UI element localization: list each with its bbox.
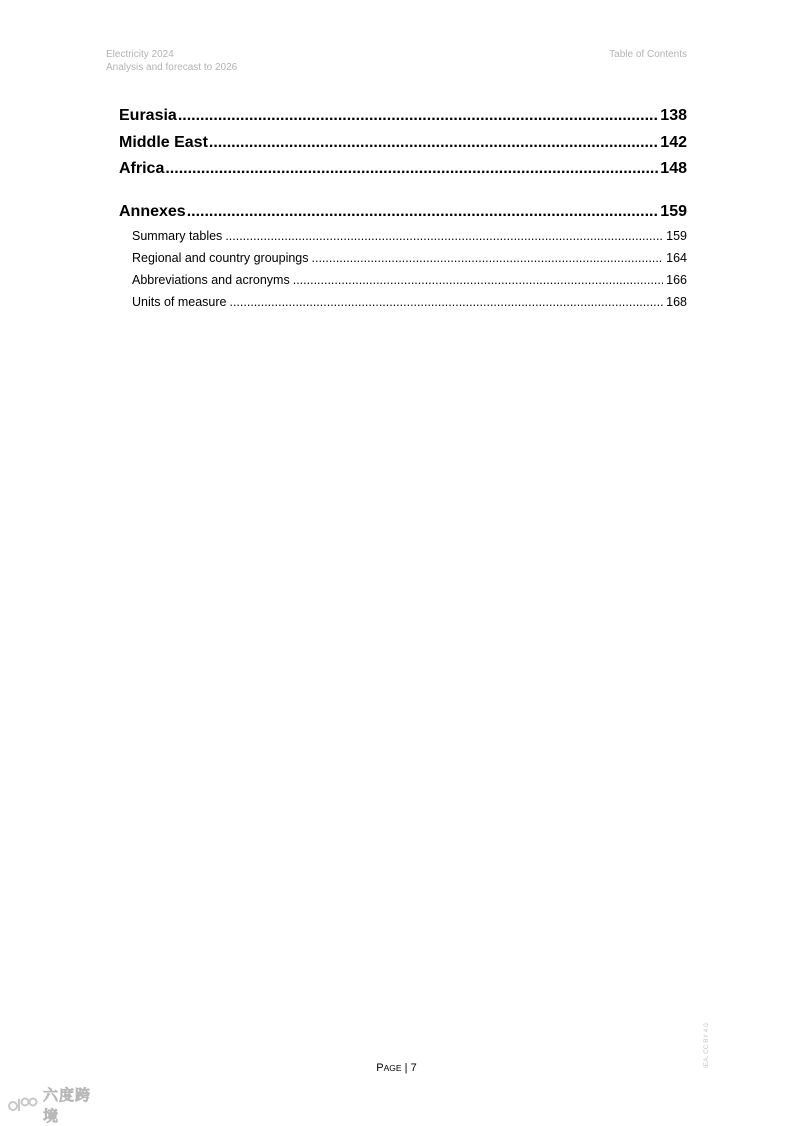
toc-subentry-title: Units of measure	[132, 295, 227, 309]
dot-leader	[312, 249, 664, 267]
toc-subentry-units-of-measure[interactable]	[132, 293, 687, 315]
toc-subentry-summary-tables[interactable]	[132, 227, 687, 249]
dot-leader	[178, 105, 659, 127]
toc-entry-page: 142	[660, 133, 687, 151]
report-title: Electricity 2024	[106, 49, 174, 60]
table-of-contents	[119, 105, 687, 315]
toc-subentry-regional-groupings[interactable]	[132, 249, 687, 271]
toc-entry-annexes[interactable]	[119, 201, 687, 228]
page-footer	[0, 1061, 793, 1075]
page-number: 7	[410, 1062, 417, 1074]
toc-entry-title: Africa	[119, 160, 165, 177]
toc-subentry-page: 166	[666, 273, 687, 287]
page-label-rest: AGE	[383, 1063, 402, 1073]
dot-leader	[293, 271, 663, 289]
toc-subentry-page: 159	[666, 229, 687, 243]
toc-subentry-page: 164	[666, 251, 687, 265]
toc-entry-eurasia[interactable]	[119, 105, 687, 132]
running-header-section: Table of Contents	[609, 49, 687, 60]
page-separator: |	[401, 1062, 411, 1074]
watermark-text: 六度跨境	[43, 1087, 92, 1125]
toc-entry-title: Eurasia	[119, 107, 177, 124]
dot-leader	[225, 227, 663, 245]
dot-leader	[209, 132, 659, 154]
logo-icon	[8, 1096, 38, 1114]
toc-subentry-abbreviations[interactable]	[132, 271, 687, 293]
page-label-initial: P	[376, 1062, 384, 1074]
running-header-left	[106, 48, 237, 74]
toc-entry-page: 148	[660, 160, 687, 177]
dot-leader	[229, 293, 663, 311]
toc-entry-africa[interactable]	[119, 158, 687, 185]
dot-leader	[187, 201, 660, 223]
report-subtitle: Analysis and forecast to 2026	[106, 62, 238, 73]
toc-entry-title: Annexes	[119, 202, 186, 220]
toc-subentry-title: Summary tables	[132, 229, 223, 243]
toc-entry-page: 159	[660, 202, 687, 220]
page-label	[376, 1062, 401, 1074]
toc-subentry-page: 168	[666, 295, 687, 309]
toc-entry-page: 138	[660, 107, 687, 124]
license-note: IEA. CC BY 4.0.	[703, 1021, 710, 1068]
toc-subentry-title: Regional and country groupings	[132, 251, 309, 265]
toc-entry-middle-east[interactable]	[119, 132, 687, 159]
toc-subentry-title: Abbreviations and acronyms	[132, 273, 290, 287]
dot-leader	[165, 158, 659, 180]
toc-entry-title: Middle East	[119, 133, 208, 151]
watermark	[8, 1087, 106, 1125]
